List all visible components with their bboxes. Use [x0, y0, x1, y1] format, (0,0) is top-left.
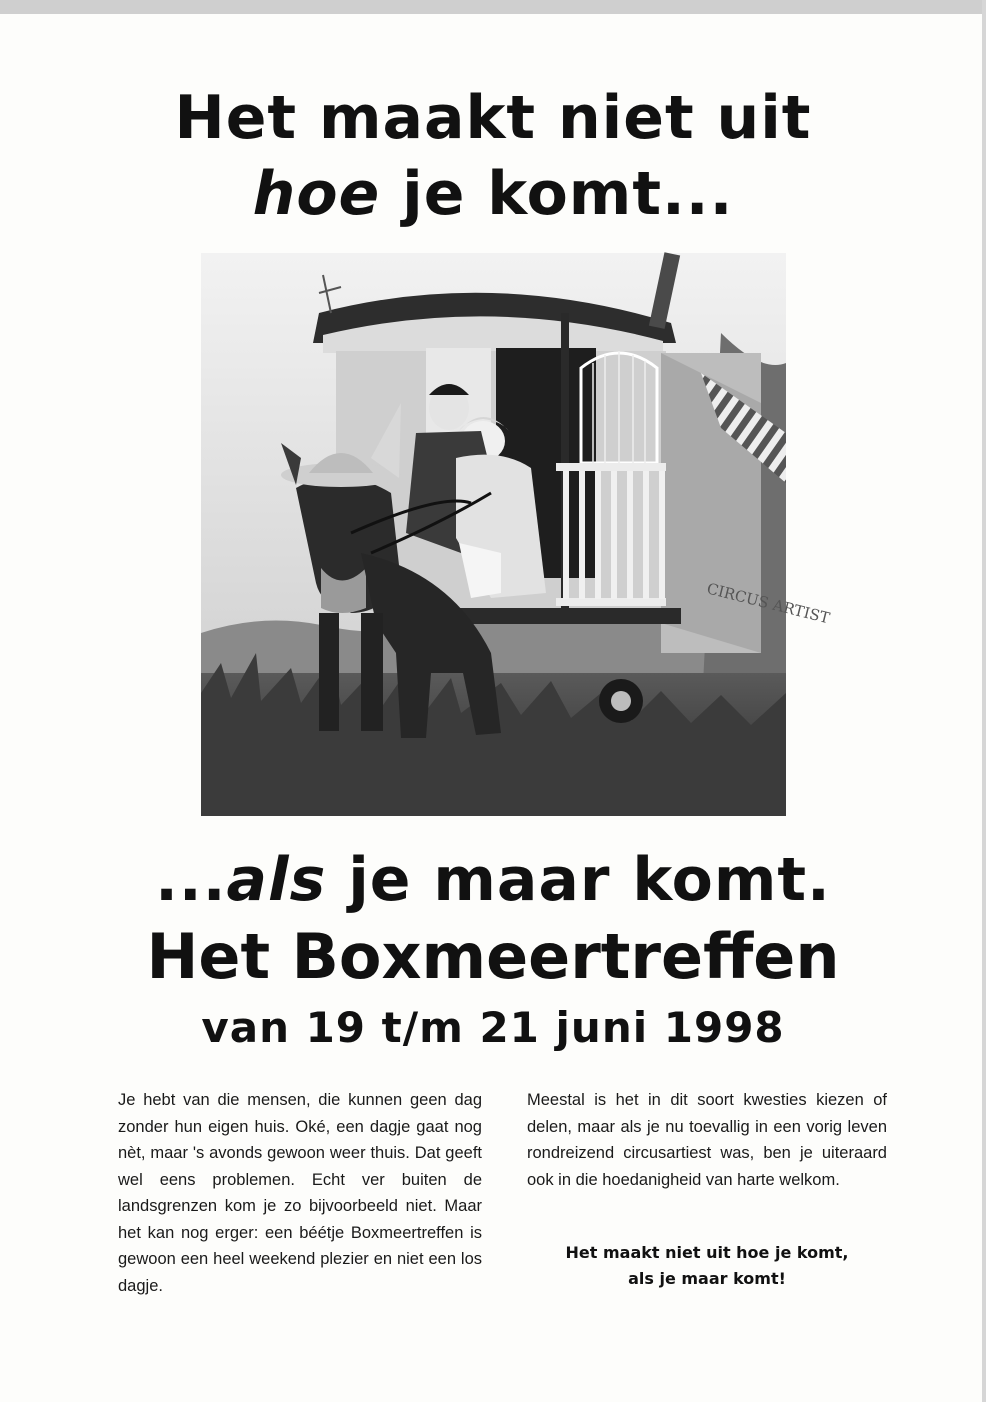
headline-top-line2: je komt...	[380, 159, 734, 229]
closing-slogan	[527, 1240, 887, 1292]
headline-top-emphasis: hoe	[252, 159, 381, 229]
headline-bottom-rest: je maar komt.	[326, 845, 831, 915]
headline-top	[0, 80, 986, 232]
headline-bottom-emphasis: als	[226, 845, 327, 915]
body-paragraph-left: Je hebt van die mensen, die kunnen geen dag zonder hun eigen huis. Oké, een dagje gaat nog nèt, maar 's avonds gewoon weer thuis. Dat geeft wel eens problemen. Echt ver buiten de landsgrenzen kom je zo bijvoorbeeld niet. Maar het kan nog erger: een béétje Boxmeertreffen is gewoon een heel weekend plezier en niet een los dagje.	[118, 1091, 482, 1295]
body-column-right	[527, 1087, 887, 1193]
closing-line-2: als je maar komt!	[628, 1269, 786, 1288]
body-paragraph-right: Meestal is het in dit soort kwesties kiezen of delen, maar als je nu toevallig in een vorig leven rondreizend circusartiest was, ben je uiteraard ook in die hoedanigheid van harte welkom.	[527, 1091, 887, 1189]
headline-bottom	[0, 842, 986, 918]
closing-line-1: Het maakt niet uit hoe je komt,	[565, 1243, 849, 1262]
body-column-left	[118, 1087, 482, 1299]
event-name: Het Boxmeertreffen	[146, 920, 840, 993]
headline-bottom-prefix: ...	[155, 845, 227, 915]
headline-top-line1: Het maakt niet uit	[174, 83, 812, 153]
caravan-sign: CIRCUS ARTIST	[705, 579, 832, 628]
event-dates: van 19 t/m 21 juni 1998	[201, 1003, 785, 1052]
photo-donkey-caravan	[201, 253, 832, 816]
scan-edge-top	[0, 0, 986, 14]
